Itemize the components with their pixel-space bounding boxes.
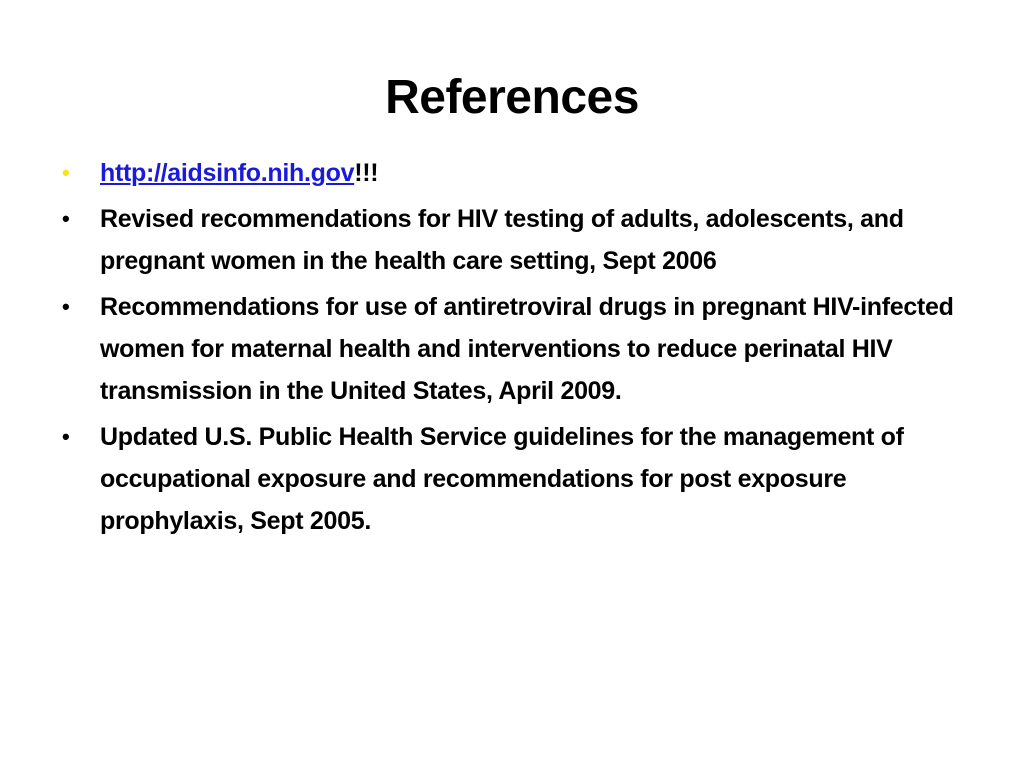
reference-item-occupational [62, 416, 972, 542]
reference-text: Updated U.S. Public Health Service guidelines for the management of occupational exposure and recommendations for post exposure prophylaxis, Sept 2005. [100, 423, 904, 535]
aidsinfo-link[interactable]: http://aidsinfo.nih.gov [100, 159, 355, 187]
reference-item-testing [62, 198, 972, 282]
bullet-icon: • [62, 160, 70, 185]
bullet-icon: • [62, 294, 70, 319]
reference-list [62, 152, 972, 546]
slide-title: References [385, 71, 639, 124]
reference-item-website [62, 152, 972, 194]
reference-item-antiretroviral [62, 286, 972, 412]
reference-text: Revised recommendations for HIV testing of adults, adolescents, and pregnant women in the health care setting, Sept 2006 [100, 205, 904, 275]
link-suffix: !!! [354, 159, 379, 187]
bullet-icon: • [62, 424, 70, 449]
bullet-icon: • [62, 206, 70, 231]
reference-text: Recommendations for use of antiretroviral drugs in pregnant HIV-infected women for maternal health and interventions to reduce perinatal HIV transmission in the United States, April 2009. [100, 293, 954, 405]
